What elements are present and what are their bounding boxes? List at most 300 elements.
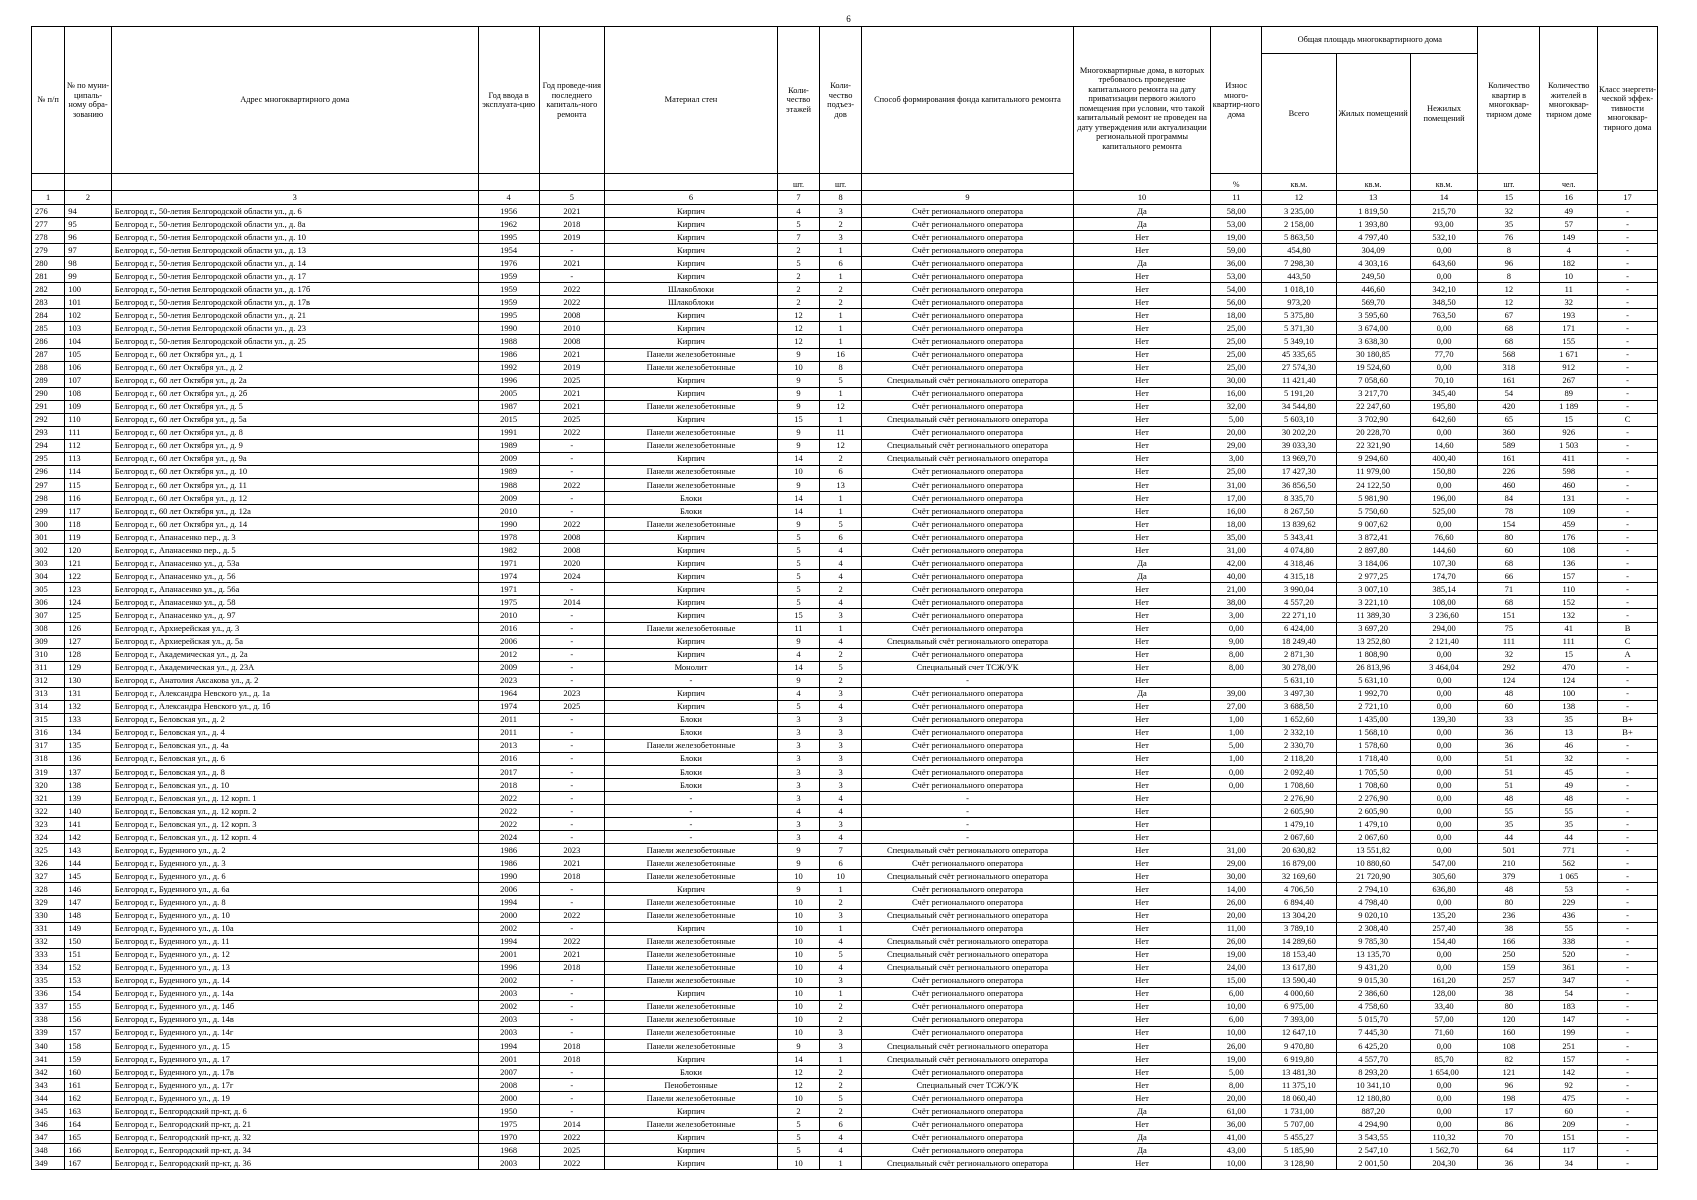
cell-area-nonresidential: 0,00: [1410, 1092, 1478, 1105]
cell-area-residential: 2 977,25: [1336, 570, 1410, 583]
cell-repair-required: Нет: [1073, 270, 1210, 283]
cell-area-nonresidential: 161,20: [1410, 974, 1478, 987]
cell-residents: 520: [1540, 948, 1598, 961]
cell-municipal-number: 134: [65, 726, 112, 739]
cell-energy-class: -: [1598, 531, 1658, 544]
cell-address: Белгород г., 60 лет Октября ул., д. 12: [111, 492, 478, 505]
cell-energy-class: -: [1598, 283, 1658, 296]
cell-wear: [1211, 805, 1262, 818]
cell-municipal-number: 109: [65, 400, 112, 413]
table-row: [32, 766, 1658, 779]
cell-area-total: 2 330,70: [1262, 739, 1336, 752]
cell-entrances: 11: [820, 426, 862, 439]
cell-area-total: 3 990,04: [1262, 583, 1336, 596]
cell-year-built: 2007: [478, 1066, 539, 1079]
cell-wall-material: Панели железобетонные: [605, 844, 778, 857]
cell-floors: 15: [777, 413, 819, 426]
cell-area-nonresidential: 3 464,04: [1410, 661, 1478, 674]
cell-repair-required: Нет: [1073, 1026, 1210, 1039]
cell-area-nonresidential: 0,00: [1410, 752, 1478, 765]
unit-apartments: шт.: [1478, 174, 1540, 191]
cell-wear: 26,00: [1211, 1040, 1262, 1053]
cell-apartments: 68: [1478, 335, 1540, 348]
cell-floors: 9: [777, 400, 819, 413]
cell-residents: 41: [1540, 622, 1598, 635]
cell-wall-material: Кирпич: [605, 205, 778, 218]
cell-municipal-number: 113: [65, 452, 112, 465]
cell-area-total: 12 647,10: [1262, 1026, 1336, 1039]
cell-wear: 25,00: [1211, 322, 1262, 335]
cell-wear: 5,00: [1211, 1066, 1262, 1079]
cell-repair-required: Нет: [1073, 544, 1210, 557]
cell-address: Белгород г., 60 лет Октября ул., д. 14: [111, 518, 478, 531]
cell-year-built: 2003: [478, 1013, 539, 1026]
cell-area-total: 7 393,00: [1262, 1013, 1336, 1026]
table-row: [32, 635, 1658, 648]
cell-entrances: 3: [820, 909, 862, 922]
cell-floors: 12: [777, 322, 819, 335]
cell-repair-required: Нет: [1073, 987, 1210, 1000]
cell-entrances: 1: [820, 270, 862, 283]
cell-fund-method: Счёт регионального оператора: [862, 726, 1074, 739]
table-row: [32, 465, 1658, 478]
cell-area-residential: 2 386,60: [1336, 987, 1410, 1000]
cell-energy-class: -: [1598, 818, 1658, 831]
cell-apartments: 82: [1478, 1053, 1540, 1066]
cell-apartments: 51: [1478, 752, 1540, 765]
cell-apartments: 35: [1478, 818, 1540, 831]
cell-municipal-number: 106: [65, 361, 112, 374]
cell-floors: 3: [777, 818, 819, 831]
cell-apartments: 318: [1478, 361, 1540, 374]
cell-energy-class: -: [1598, 1026, 1658, 1039]
cell-repair-required: Нет: [1073, 870, 1210, 883]
cell-wear: 19,00: [1211, 1053, 1262, 1066]
cell-address: Белгород г., Буденного ул., д. 6а: [111, 883, 478, 896]
cell-area-residential: 887,20: [1336, 1105, 1410, 1118]
cell-floors: 14: [777, 492, 819, 505]
cell-area-total: 17 427,30: [1262, 465, 1336, 478]
cell-last-repair-year: 2022: [539, 296, 604, 309]
cell-repair-required: Нет: [1073, 583, 1210, 596]
cell-area-residential: 13 252,80: [1336, 635, 1410, 648]
cell-energy-class: -: [1598, 661, 1658, 674]
cell-repair-required: Нет: [1073, 465, 1210, 478]
column-number: 14: [1410, 191, 1478, 205]
cell-area-total: 2 067,60: [1262, 831, 1336, 844]
column-number: 4: [478, 191, 539, 205]
cell-area-nonresidential: 0,00: [1410, 426, 1478, 439]
cell-wear: 26,00: [1211, 896, 1262, 909]
cell-area-total: 27 574,30: [1262, 361, 1336, 374]
cell-area-nonresidential: 400,40: [1410, 452, 1478, 465]
cell-area-total: 20 630,82: [1262, 844, 1336, 857]
cell-repair-required: Нет: [1073, 635, 1210, 648]
cell-municipal-number: 157: [65, 1026, 112, 1039]
cell-energy-class: -: [1598, 361, 1658, 374]
cell-area-residential: 1 705,50: [1336, 766, 1410, 779]
cell-year-built: 1996: [478, 961, 539, 974]
cell-floors: 10: [777, 961, 819, 974]
cell-fund-method: Счёт регионального оператора: [862, 570, 1074, 583]
column-number: 5: [539, 191, 604, 205]
cell-row-number: 307: [32, 609, 65, 622]
cell-municipal-number: 94: [65, 205, 112, 218]
cell-area-residential: 5 015,70: [1336, 1013, 1410, 1026]
header-fund-method: Способ формирования фонда капитального ремонта: [862, 27, 1074, 174]
cell-wear: 61,00: [1211, 1105, 1262, 1118]
cell-energy-class: -: [1598, 205, 1658, 218]
cell-energy-class: -: [1598, 1092, 1658, 1105]
cell-fund-method: Счёт регионального оператора: [862, 766, 1074, 779]
cell-residents: 117: [1540, 1144, 1598, 1157]
cell-row-number: 340: [32, 1040, 65, 1053]
cell-wear: 0,00: [1211, 779, 1262, 792]
cell-energy-class: -: [1598, 583, 1658, 596]
cell-entrances: 4: [820, 700, 862, 713]
header-wear: Износ много-квартир-ного дома: [1211, 27, 1262, 174]
cell-last-repair-year: -: [539, 452, 604, 465]
cell-municipal-number: 105: [65, 348, 112, 361]
cell-fund-method: Счёт регионального оператора: [862, 205, 1074, 218]
cell-apartments: 501: [1478, 844, 1540, 857]
cell-fund-method: Специальный счёт регионального оператора: [862, 1040, 1074, 1053]
cell-row-number: 291: [32, 400, 65, 413]
column-number: 11: [1211, 191, 1262, 205]
cell-apartments: 96: [1478, 257, 1540, 270]
header-address: Адрес многоквартирного дома: [111, 27, 478, 174]
cell-wear: 21,00: [1211, 583, 1262, 596]
cell-address: Белгород г., Буденного ул., д. 17г: [111, 1079, 478, 1092]
cell-municipal-number: 118: [65, 518, 112, 531]
cell-area-nonresidential: 0,00: [1410, 792, 1478, 805]
cell-last-repair-year: 2008: [539, 335, 604, 348]
cell-fund-method: Счёт регионального оператора: [862, 1026, 1074, 1039]
table-row: [32, 609, 1658, 622]
cell-energy-class: -: [1598, 348, 1658, 361]
cell-row-number: 283: [32, 296, 65, 309]
cell-wall-material: Кирпич: [605, 544, 778, 557]
cell-entrances: 1: [820, 335, 862, 348]
cell-fund-method: Специальный счёт регионального оператора: [862, 961, 1074, 974]
cell-row-number: 342: [32, 1066, 65, 1079]
cell-row-number: 311: [32, 661, 65, 674]
cell-area-total: 443,50: [1262, 270, 1336, 283]
cell-entrances: 6: [820, 857, 862, 870]
cell-residents: 55: [1540, 922, 1598, 935]
cell-area-nonresidential: 0,00: [1410, 687, 1478, 700]
cell-year-built: 1959: [478, 296, 539, 309]
table-row: [32, 596, 1658, 609]
cell-energy-class: -: [1598, 1053, 1658, 1066]
table-row: [32, 452, 1658, 465]
cell-area-total: 7 298,30: [1262, 257, 1336, 270]
cell-residents: 32: [1540, 752, 1598, 765]
cell-floors: 5: [777, 531, 819, 544]
cell-wall-material: Кирпич: [605, 1144, 778, 1157]
cell-area-residential: 4 758,60: [1336, 1000, 1410, 1013]
cell-area-residential: 3 674,00: [1336, 322, 1410, 335]
cell-address: Белгород г., Буденного ул., д. 13: [111, 961, 478, 974]
cell-wall-material: Панели железобетонные: [605, 1092, 778, 1105]
cell-repair-required: Нет: [1073, 518, 1210, 531]
cell-area-nonresidential: 0,00: [1410, 270, 1478, 283]
cell-wall-material: -: [605, 818, 778, 831]
cell-municipal-number: 158: [65, 1040, 112, 1053]
cell-area-residential: 26 813,96: [1336, 661, 1410, 674]
cell-energy-class: -: [1598, 1144, 1658, 1157]
cell-repair-required: Нет: [1073, 478, 1210, 491]
cell-residents: 771: [1540, 844, 1598, 857]
cell-residents: 55: [1540, 805, 1598, 818]
header-area-nonresidential: Нежилых помещений: [1410, 54, 1478, 174]
cell-entrances: 2: [820, 452, 862, 465]
cell-wall-material: Панели железобетонные: [605, 1000, 778, 1013]
cell-floors: 9: [777, 857, 819, 870]
cell-area-total: 5 185,90: [1262, 1144, 1336, 1157]
cell-area-nonresidential: 0,00: [1410, 518, 1478, 531]
cell-energy-class: -: [1598, 452, 1658, 465]
cell-area-residential: 1 479,10: [1336, 818, 1410, 831]
cell-wall-material: Блоки: [605, 1066, 778, 1079]
cell-energy-class: -: [1598, 935, 1658, 948]
cell-area-total: 16 879,00: [1262, 857, 1336, 870]
cell-row-number: 293: [32, 426, 65, 439]
cell-energy-class: -: [1598, 557, 1658, 570]
cell-address: Белгород г., 50-летия Белгородской области ул., д. 13: [111, 244, 478, 257]
cell-address: Белгород г., Беловская ул., д. 12 корп. 3: [111, 818, 478, 831]
cell-fund-method: Счёт регионального оператора: [862, 922, 1074, 935]
cell-last-repair-year: -: [539, 609, 604, 622]
cell-residents: 13: [1540, 726, 1598, 739]
cell-apartments: 38: [1478, 987, 1540, 1000]
cell-repair-required: Нет: [1073, 374, 1210, 387]
cell-entrances: 2: [820, 218, 862, 231]
cell-wear: 8,00: [1211, 648, 1262, 661]
cell-wear: 14,00: [1211, 883, 1262, 896]
cell-energy-class: -: [1598, 752, 1658, 765]
cell-last-repair-year: 2022: [539, 1157, 604, 1170]
cell-residents: 15: [1540, 648, 1598, 661]
cell-wear: 9,00: [1211, 635, 1262, 648]
header-entrances: Коли-чество подъез-дов: [820, 27, 862, 174]
cell-energy-class: -: [1598, 1079, 1658, 1092]
cell-last-repair-year: 2008: [539, 531, 604, 544]
cell-row-number: 301: [32, 531, 65, 544]
cell-wear: 16,00: [1211, 505, 1262, 518]
cell-area-nonresidential: 85,70: [1410, 1053, 1478, 1066]
cell-wear: 30,00: [1211, 374, 1262, 387]
cell-year-built: 1996: [478, 374, 539, 387]
cell-entrances: 2: [820, 1066, 862, 1079]
cell-area-nonresidential: 135,20: [1410, 909, 1478, 922]
table-row: [32, 335, 1658, 348]
cell-repair-required: Нет: [1073, 883, 1210, 896]
cell-repair-required: Нет: [1073, 700, 1210, 713]
cell-energy-class: -: [1598, 570, 1658, 583]
cell-area-nonresidential: 57,00: [1410, 1013, 1478, 1026]
cell-area-nonresidential: 0,00: [1410, 1105, 1478, 1118]
cell-area-total: 4 557,20: [1262, 596, 1336, 609]
cell-last-repair-year: 2019: [539, 231, 604, 244]
cell-row-number: 323: [32, 818, 65, 831]
cell-energy-class: -: [1598, 465, 1658, 478]
cell-municipal-number: 167: [65, 1157, 112, 1170]
cell-last-repair-year: 2018: [539, 961, 604, 974]
cell-area-nonresidential: 93,00: [1410, 218, 1478, 231]
cell-year-built: 2016: [478, 752, 539, 765]
cell-floors: 10: [777, 909, 819, 922]
cell-apartments: 161: [1478, 452, 1540, 465]
cell-wear: 35,00: [1211, 531, 1262, 544]
cell-area-nonresidential: 0,00: [1410, 1040, 1478, 1053]
cell-floors: 3: [777, 792, 819, 805]
cell-municipal-number: 96: [65, 231, 112, 244]
cell-energy-class: -: [1598, 609, 1658, 622]
cell-entrances: 5: [820, 374, 862, 387]
cell-area-total: 4 000,60: [1262, 987, 1336, 1000]
cell-residents: 35: [1540, 713, 1598, 726]
cell-address: Белгород г., Апанасенко ул., д. 58: [111, 596, 478, 609]
cell-wall-material: Шлакоблоки: [605, 296, 778, 309]
cell-address: Белгород г., Буденного ул., д. 8: [111, 896, 478, 909]
cell-fund-method: Счёт регионального оператора: [862, 739, 1074, 752]
cell-residents: 138: [1540, 700, 1598, 713]
cell-entrances: 1: [820, 622, 862, 635]
cell-energy-class: -: [1598, 374, 1658, 387]
cell-wear: 56,00: [1211, 296, 1262, 309]
cell-area-total: 39 033,30: [1262, 439, 1336, 452]
cell-row-number: 315: [32, 713, 65, 726]
cell-year-built: 2009: [478, 452, 539, 465]
cell-floors: 12: [777, 1066, 819, 1079]
cell-apartments: 48: [1478, 883, 1540, 896]
cell-entrances: 1: [820, 492, 862, 505]
cell-entrances: 3: [820, 231, 862, 244]
cell-address: Белгород г., 50-летия Белгородской области ул., д. 6: [111, 205, 478, 218]
cell-area-nonresidential: 77,70: [1410, 348, 1478, 361]
table-row: [32, 1053, 1658, 1066]
cell-residents: 53: [1540, 883, 1598, 896]
cell-fund-method: Счёт регионального оператора: [862, 1013, 1074, 1026]
cell-wall-material: Панели железобетонные: [605, 426, 778, 439]
cell-area-nonresidential: 0,00: [1410, 818, 1478, 831]
cell-fund-method: Счёт регионального оператора: [862, 387, 1074, 400]
cell-wear: 3,00: [1211, 452, 1262, 465]
cell-wear: 25,00: [1211, 361, 1262, 374]
cell-apartments: 460: [1478, 478, 1540, 491]
cell-area-nonresidential: 532,10: [1410, 231, 1478, 244]
cell-energy-class: -: [1598, 1131, 1658, 1144]
unit-entrances: шт.: [820, 174, 862, 191]
cell-last-repair-year: -: [539, 439, 604, 452]
cell-area-total: 2 158,00: [1262, 218, 1336, 231]
cell-wall-material: Панели железобетонные: [605, 361, 778, 374]
cell-floors: 3: [777, 831, 819, 844]
cell-last-repair-year: 2022: [539, 935, 604, 948]
cell-municipal-number: 129: [65, 661, 112, 674]
cell-entrances: 3: [820, 713, 862, 726]
cell-floors: 10: [777, 896, 819, 909]
cell-address: Белгород г., Апанасенко ул., д. 53а: [111, 557, 478, 570]
cell-entrances: 2: [820, 583, 862, 596]
cell-year-built: 2000: [478, 909, 539, 922]
cell-area-total: 11 421,40: [1262, 374, 1336, 387]
cell-area-nonresidential: 1 562,70: [1410, 1144, 1478, 1157]
cell-residents: 124: [1540, 674, 1598, 687]
cell-year-built: 2012: [478, 648, 539, 661]
cell-residents: 1 065: [1540, 870, 1598, 883]
cell-year-built: 1989: [478, 465, 539, 478]
cell-row-number: 331: [32, 922, 65, 935]
cell-municipal-number: 160: [65, 1066, 112, 1079]
cell-residents: 411: [1540, 452, 1598, 465]
cell-entrances: 7: [820, 844, 862, 857]
cell-energy-class: -: [1598, 857, 1658, 870]
cell-wear: 3,00: [1211, 609, 1262, 622]
cell-area-nonresidential: 0,00: [1410, 335, 1478, 348]
cell-year-built: 1974: [478, 700, 539, 713]
cell-entrances: 13: [820, 478, 862, 491]
table-row: [32, 922, 1658, 935]
cell-row-number: 290: [32, 387, 65, 400]
cell-fund-method: -: [862, 805, 1074, 818]
cell-wear: 58,00: [1211, 205, 1262, 218]
cell-energy-class: -: [1598, 335, 1658, 348]
cell-address: Белгород г., Буденного ул., д. 14а: [111, 987, 478, 1000]
cell-area-total: 5 343,41: [1262, 531, 1336, 544]
cell-area-total: 2 332,10: [1262, 726, 1336, 739]
cell-floors: 5: [777, 544, 819, 557]
cell-area-residential: 9 431,20: [1336, 961, 1410, 974]
table-row: [32, 439, 1658, 452]
cell-energy-class: -: [1598, 544, 1658, 557]
cell-wall-material: Панели железобетонные: [605, 739, 778, 752]
cell-row-number: 318: [32, 752, 65, 765]
cell-area-total: 5 863,50: [1262, 231, 1336, 244]
cell-municipal-number: 139: [65, 792, 112, 805]
cell-energy-class: -: [1598, 739, 1658, 752]
cell-address: Белгород г., Буденного ул., д. 12: [111, 948, 478, 961]
cell-wear: 29,00: [1211, 439, 1262, 452]
cell-fund-method: Счёт регионального оператора: [862, 583, 1074, 596]
cell-wear: 11,00: [1211, 922, 1262, 935]
table-row: [32, 374, 1658, 387]
table-row: [32, 322, 1658, 335]
cell-last-repair-year: -: [539, 974, 604, 987]
cell-fund-method: Специальный счёт регионального оператора: [862, 948, 1074, 961]
cell-entrances: 3: [820, 974, 862, 987]
cell-floors: 15: [777, 609, 819, 622]
cell-last-repair-year: 2023: [539, 844, 604, 857]
cell-repair-required: Нет: [1073, 674, 1210, 687]
cell-fund-method: Счёт регионального оператора: [862, 283, 1074, 296]
cell-address: Белгород г., Буденного ул., д. 19: [111, 1092, 478, 1105]
header-energy-class: Класс энергети-ческой эффек-тивности многоквар-тирного дома: [1598, 27, 1658, 191]
cell-municipal-number: 159: [65, 1053, 112, 1066]
cell-wall-material: Панели железобетонные: [605, 518, 778, 531]
cell-repair-required: Да: [1073, 1144, 1210, 1157]
cell-year-built: 1990: [478, 870, 539, 883]
cell-area-residential: 3 595,60: [1336, 309, 1410, 322]
cell-municipal-number: 98: [65, 257, 112, 270]
cell-address: Белгород г., 60 лет Октября ул., д. 8: [111, 426, 478, 439]
cell-repair-required: Нет: [1073, 1079, 1210, 1092]
cell-apartments: 67: [1478, 309, 1540, 322]
cell-area-residential: 9 020,10: [1336, 909, 1410, 922]
cell-wear: 16,00: [1211, 387, 1262, 400]
header-row-number: № п/п: [32, 27, 65, 174]
